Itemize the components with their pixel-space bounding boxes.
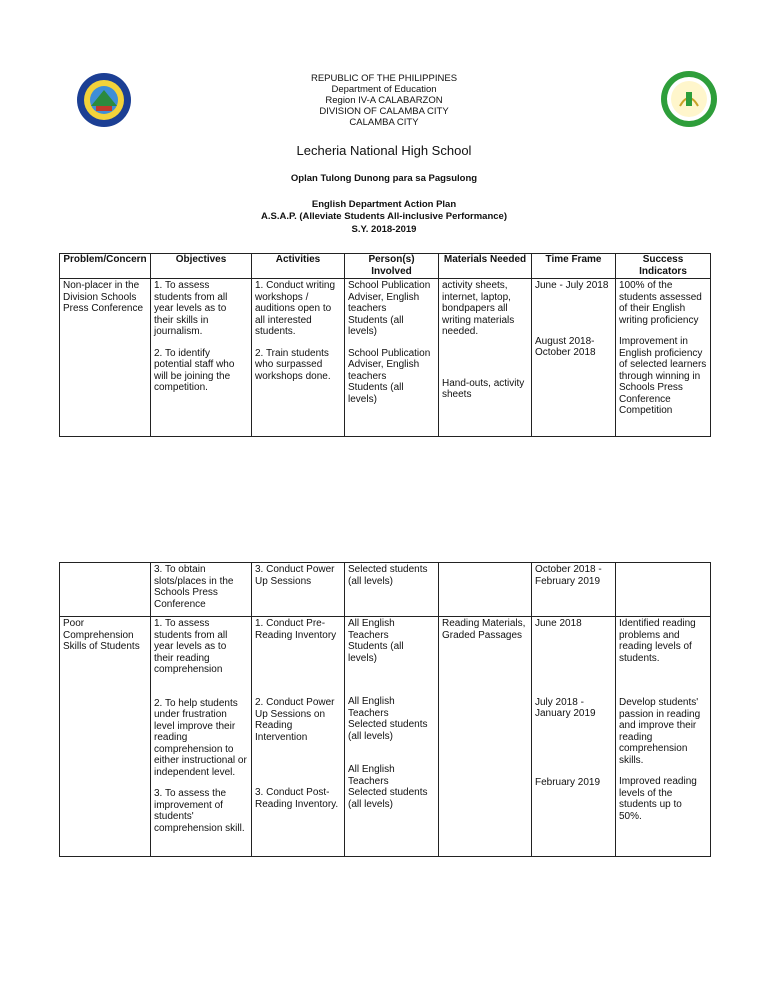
table-row <box>60 563 711 617</box>
materials-1: activity sheets, internet, laptop, bondpapers all writing materials needed. <box>442 280 515 337</box>
persons-2: School Publication Adviser, English teachers Students (all levels) <box>348 347 431 405</box>
col-success-indicators: Success Indicators <box>616 254 711 279</box>
problem-text: Poor Comprehension Skills of Students <box>63 618 140 652</box>
activity-3: 3. Conduct Post-Reading Inventory. <box>255 787 339 810</box>
motto: Oplan Tulong Dunong para sa Pagsulong <box>290 173 478 184</box>
objectives-cell <box>151 279 252 437</box>
persons-1: School Publication Adviser, English teachers Students (all levels) <box>348 280 431 337</box>
objectives-cell <box>151 617 252 857</box>
header-division: DIVISION OF CALAMBA CITY <box>319 106 449 117</box>
time-frame-3-cell: October 2018 - February 2019 <box>532 563 616 617</box>
header-republic: REPUBLIC OF THE PHILIPPINES <box>310 73 458 84</box>
activity-2: 2. Conduct Power Up Sessions on Reading Intervention <box>255 697 335 743</box>
materials-1: Reading Materials, Graded Passages <box>442 618 526 641</box>
persons-cell <box>345 279 439 437</box>
table-header-row <box>60 254 711 279</box>
materials-cell <box>439 617 532 857</box>
indicator-3: Improved reading levels of the students up to 50%. <box>619 776 697 822</box>
plan-subtitle: A.S.A.P. (Alleviate Students All-inclusive Performance) <box>260 211 508 222</box>
problem-cell <box>60 617 151 857</box>
materials-2: Hand-outs, activity sheets <box>442 377 525 400</box>
col-persons: Person(s) Involved <box>345 254 439 279</box>
action-plan-table-1 <box>59 253 711 437</box>
header-region: Region IV-A CALABARZON <box>325 95 443 106</box>
table-row <box>60 279 711 437</box>
activity-1: 1. Conduct Pre-Reading Inventory <box>255 618 337 641</box>
objective-2: 2. To help students under frustration level improve their reading comprehension to either instructional or independent level. <box>154 697 247 778</box>
indicators-cell <box>616 279 711 437</box>
materials-3-cell <box>439 563 532 617</box>
action-plan-table-2 <box>59 562 711 857</box>
time-frame-3: February 2019 <box>535 776 601 788</box>
table-row <box>60 617 711 857</box>
col-problem: Problem/Concern <box>60 254 151 279</box>
indicator-1: 100% of the students assessed of their English writing proficiency <box>619 280 702 326</box>
persons-3: All English Teachers Selected students (all levels) <box>348 764 428 810</box>
indicator-2: Improvement in English proficiency of selected learners through winning in Schools Press Conference Competition <box>619 336 707 416</box>
activity-2: 2. Train students who surpassed workshops done. <box>255 347 331 382</box>
problem-cell-empty <box>60 563 151 617</box>
indicator-3-cell <box>616 563 711 617</box>
indicator-2: Develop students' passion in reading and improve their reading comprehension skills. <box>619 697 701 766</box>
activity-3-cell: 3. Conduct Power Up Sessions <box>252 563 345 617</box>
school-name: Lecheria National High School <box>296 143 472 158</box>
activities-cell <box>252 617 345 857</box>
time-frame-2: August 2018- October 2018 <box>535 335 596 358</box>
persons-cell <box>345 617 439 857</box>
col-time-frame: Time Frame <box>532 254 616 279</box>
objective-1: 1. To assess students from all year levels as to their reading comprehension <box>154 618 228 675</box>
activity-1: 1. Conduct writing workshops / auditions open to all interested students. <box>255 280 336 337</box>
persons-1: All English Teachers Students (all levels) <box>348 618 404 664</box>
persons-2: All English Teachers Selected students (all levels) <box>348 696 428 742</box>
plan-title: English Department Action Plan <box>311 199 457 210</box>
col-materials: Materials Needed <box>439 254 532 279</box>
school-year: S.Y. 2018-2019 <box>351 224 417 235</box>
time-frame-1: June 2018 <box>535 618 582 629</box>
header-department: Department of Education <box>331 84 437 95</box>
indicator-1: Identified reading problems and reading levels of students. <box>619 618 696 664</box>
col-activities: Activities <box>252 254 345 279</box>
persons-3-cell: Selected students (all levels) <box>345 563 439 617</box>
time-frame-1: June - July 2018 <box>535 280 609 291</box>
objective-3: 3. To assess the improvement of students' comprehension skill. <box>154 788 245 834</box>
objective-2: 2. To identify potential staff who will be joining the competition. <box>154 347 235 393</box>
objective-1: 1. To assess students from all year levels as to their skills in journalism. <box>154 280 228 337</box>
header-city: CALAMBA CITY <box>349 117 419 128</box>
activities-cell <box>252 279 345 437</box>
problem-cell <box>60 279 151 437</box>
indicators-cell <box>616 617 711 857</box>
time-frame-cell <box>532 279 616 437</box>
col-objectives: Objectives <box>151 254 252 279</box>
materials-cell <box>439 279 532 437</box>
time-frame-cell <box>532 617 616 857</box>
time-frame-2: July 2018 - January 2019 <box>535 696 596 719</box>
objective-3-cell: 3. To obtain slots/places in the Schools Press Conference <box>151 563 252 617</box>
problem-text: Non-placer in the Division Schools Press Conference <box>63 280 144 314</box>
